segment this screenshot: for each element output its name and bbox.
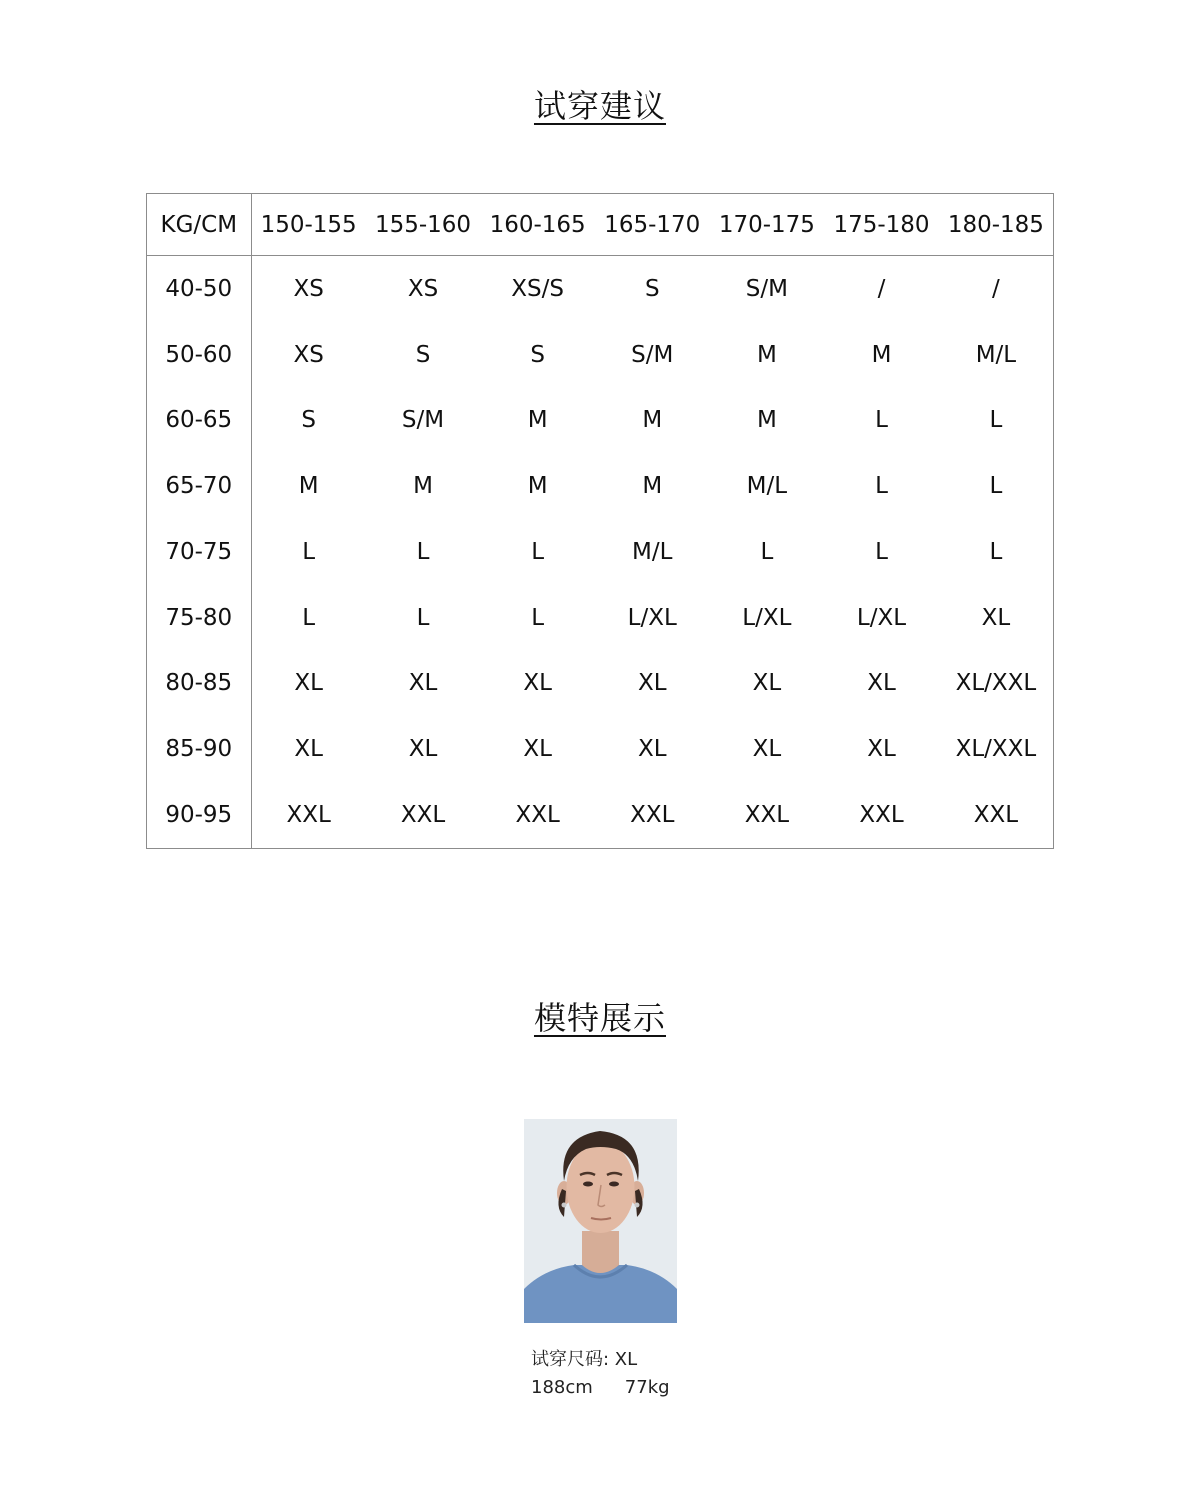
size-cell: XL bbox=[867, 736, 896, 763]
size-cell: M bbox=[871, 341, 892, 368]
height-range-header: 155-160 bbox=[366, 194, 481, 256]
height-range-header: 150-155 bbox=[251, 194, 366, 256]
weight-range-label: 85-90 bbox=[147, 716, 252, 782]
size-cell: S bbox=[301, 407, 316, 434]
height-range-header: 180-185 bbox=[939, 194, 1054, 256]
size-cell: XL bbox=[637, 736, 667, 763]
size-cell: M bbox=[527, 407, 548, 434]
size-cell: XL bbox=[523, 736, 552, 763]
size-cell: L bbox=[416, 604, 430, 631]
size-chart-row bbox=[147, 782, 1054, 848]
size-cell: XXL bbox=[286, 802, 331, 829]
size-chart-row bbox=[147, 256, 1054, 322]
size-chart-row bbox=[147, 651, 1054, 717]
model-info bbox=[531, 1346, 670, 1402]
size-cell: S/M bbox=[631, 341, 674, 368]
size-cell: XS bbox=[407, 275, 439, 302]
size-cell: XL bbox=[408, 736, 438, 763]
size-chart-table bbox=[146, 193, 1054, 849]
size-cell: L bbox=[989, 473, 1003, 500]
weight-range-label: 80-85 bbox=[147, 651, 252, 717]
size-cell: XL bbox=[981, 604, 1011, 631]
weight-range-label: 50-60 bbox=[147, 322, 252, 388]
size-cell: XL bbox=[294, 670, 323, 697]
size-cell: M/L bbox=[632, 538, 673, 565]
corner-label: KG/CM bbox=[147, 194, 252, 256]
height-range-header: 175-180 bbox=[824, 194, 939, 256]
size-cell: L bbox=[989, 538, 1003, 565]
size-cell: XXL bbox=[515, 802, 560, 829]
model-size-label: 试穿尺码: XL bbox=[531, 1349, 638, 1370]
size-cell: M bbox=[642, 473, 663, 500]
size-cell: L/XL bbox=[856, 604, 907, 631]
fit-advice-title: 试穿建议 bbox=[533, 87, 666, 125]
size-cell: L bbox=[302, 538, 316, 565]
size-cell: XXL bbox=[973, 802, 1019, 829]
model-weight: 77kg bbox=[624, 1377, 670, 1398]
size-cell: S bbox=[644, 275, 660, 302]
size-cell: / bbox=[992, 275, 1000, 302]
size-chart-row bbox=[147, 585, 1054, 651]
size-cell: XL bbox=[752, 736, 782, 763]
size-cell: L bbox=[760, 538, 774, 565]
size-cell: M bbox=[642, 407, 663, 434]
size-cell: XXL bbox=[630, 802, 675, 829]
size-cell: S bbox=[530, 341, 545, 368]
size-cell: L bbox=[989, 407, 1003, 434]
size-chart-header-row bbox=[147, 194, 1054, 256]
size-cell: XL bbox=[752, 670, 782, 697]
weight-range-label: 60-65 bbox=[147, 388, 252, 454]
size-cell: M bbox=[756, 407, 777, 434]
size-cell: XL/XXL bbox=[955, 670, 1037, 697]
height-range-header: 165-170 bbox=[595, 194, 710, 256]
size-cell: M bbox=[413, 473, 433, 500]
size-chart-row bbox=[147, 519, 1054, 585]
size-cell: M bbox=[527, 473, 548, 500]
size-cell: L bbox=[416, 538, 430, 565]
size-cell: XL bbox=[523, 670, 552, 697]
model-showcase-title: 模特展示 bbox=[533, 999, 666, 1037]
model-height: 188cm bbox=[531, 1377, 593, 1398]
size-cell: S bbox=[415, 341, 431, 368]
model-photo bbox=[524, 1119, 677, 1323]
size-cell: XS bbox=[293, 341, 324, 368]
size-cell: M/L bbox=[975, 341, 1017, 368]
size-cell: XXL bbox=[744, 802, 790, 829]
size-cell: XL/XXL bbox=[955, 736, 1037, 763]
size-cell: L bbox=[875, 407, 888, 434]
size-chart-row bbox=[147, 322, 1054, 388]
size-cell: / bbox=[877, 275, 886, 302]
size-cell: L bbox=[302, 604, 316, 631]
weight-range-label: 65-70 bbox=[147, 453, 252, 519]
size-cell: L bbox=[875, 473, 888, 500]
size-cell: S/M bbox=[745, 275, 788, 302]
size-cell: M bbox=[298, 473, 319, 500]
weight-range-label: 70-75 bbox=[147, 519, 252, 585]
weight-range-label: 40-50 bbox=[147, 256, 252, 322]
size-chart-row bbox=[147, 388, 1054, 454]
weight-range-label: 75-80 bbox=[147, 585, 252, 651]
size-chart-row bbox=[147, 716, 1054, 782]
size-cell: L/XL bbox=[742, 604, 792, 631]
height-range-header: 170-175 bbox=[710, 194, 825, 256]
size-cell: L/XL bbox=[627, 604, 677, 631]
size-cell: M/L bbox=[746, 473, 788, 500]
model-measurements bbox=[531, 1374, 670, 1402]
size-cell: M bbox=[756, 341, 777, 368]
size-cell: XS bbox=[293, 275, 324, 302]
size-cell: XL bbox=[294, 736, 323, 763]
size-cell: L bbox=[875, 538, 888, 565]
size-cell: XL bbox=[637, 670, 667, 697]
size-cell: XS/S bbox=[511, 275, 564, 302]
size-cell: L bbox=[531, 538, 545, 565]
size-chart-row bbox=[147, 453, 1054, 519]
size-cell: XXL bbox=[400, 802, 446, 829]
size-cell: XXL bbox=[859, 802, 904, 829]
size-cell: S/M bbox=[401, 407, 445, 434]
size-cell: XL bbox=[408, 670, 438, 697]
height-range-header: 160-165 bbox=[480, 194, 595, 256]
size-cell: L bbox=[531, 604, 545, 631]
weight-range-label: 90-95 bbox=[147, 782, 252, 848]
size-cell: XL bbox=[867, 670, 896, 697]
